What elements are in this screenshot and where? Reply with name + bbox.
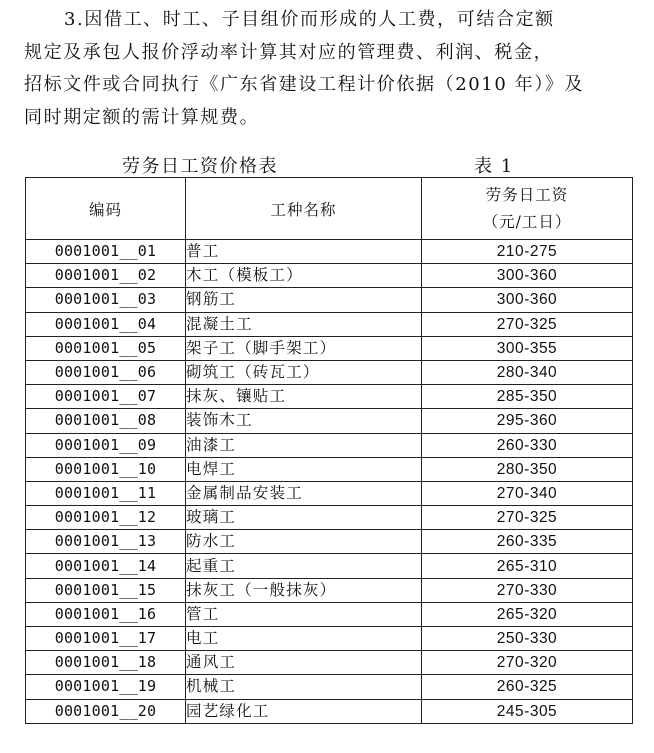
table-row [26, 433, 633, 457]
row-price-range: 245-305 [422, 699, 633, 723]
row-code: 0001001__12 [26, 506, 186, 530]
table-row [26, 336, 633, 360]
row-trade-name: 玻璃工 [186, 506, 422, 530]
row-trade-name: 普工 [186, 240, 422, 264]
row-code: 0001001__05 [26, 336, 186, 360]
row-trade-name: 砌筑工（砖瓦工） [186, 360, 422, 384]
paragraph-line: 3.因借工、时工、子目组价而形成的人工费，可结合定额 [64, 9, 555, 30]
row-code: 0001001__15 [26, 578, 186, 602]
table-row [26, 481, 633, 505]
row-trade-name: 园艺绿化工 [186, 699, 422, 723]
row-code: 0001001__04 [26, 312, 186, 336]
row-trade-name: 混凝土工 [186, 312, 422, 336]
wage-price-table [25, 177, 633, 724]
paragraph-line: 招标文件或合同执行《广东省建设工程计价依据（2010 年）》及 [24, 74, 585, 95]
row-code: 0001001__20 [26, 699, 186, 723]
row-price-range: 280-340 [422, 360, 633, 384]
row-price-range: 260-325 [422, 675, 633, 699]
row-code: 0001001__07 [26, 385, 186, 409]
header-daily-wage [422, 178, 633, 240]
table-row [26, 602, 633, 626]
row-trade-name: 抹灰、镶贴工 [186, 385, 422, 409]
table-row [26, 385, 633, 409]
row-price-range: 265-310 [422, 554, 633, 578]
row-code: 0001001__06 [26, 360, 186, 384]
row-trade-name: 抹灰工（一般抹灰） [186, 578, 422, 602]
table-row [26, 675, 633, 699]
row-trade-name: 管工 [186, 602, 422, 626]
row-trade-name: 金属制品安装工 [186, 481, 422, 505]
table-row [26, 578, 633, 602]
table-row [26, 457, 633, 481]
row-code: 0001001__09 [26, 433, 186, 457]
table-row [26, 288, 633, 312]
row-code: 0001001__16 [26, 602, 186, 626]
row-code: 0001001__19 [26, 675, 186, 699]
table-row [26, 312, 633, 336]
row-price-range: 265-320 [422, 602, 633, 626]
table-number: 表 1 [474, 156, 514, 177]
row-code: 0001001__03 [26, 288, 186, 312]
header-daily-wage-label: 劳务日工资 [485, 185, 569, 204]
row-price-range: 300-355 [422, 336, 633, 360]
row-trade-name: 架子工（脚手架工） [186, 336, 422, 360]
row-trade-name: 起重工 [186, 554, 422, 578]
row-code: 0001001__17 [26, 627, 186, 651]
row-price-range: 270-325 [422, 506, 633, 530]
row-price-range: 280-350 [422, 457, 633, 481]
table-row [26, 530, 633, 554]
row-code: 0001001__11 [26, 481, 186, 505]
table-row [26, 409, 633, 433]
table-row [26, 506, 633, 530]
table-row [26, 360, 633, 384]
row-trade-name: 通风工 [186, 651, 422, 675]
table-row [26, 554, 633, 578]
header-code: 编码 [26, 178, 186, 240]
row-code: 0001001__13 [26, 530, 186, 554]
row-code: 0001001__08 [26, 409, 186, 433]
header-trade-name: 工种名称 [186, 178, 422, 240]
table-row [26, 651, 633, 675]
row-trade-name: 装饰木工 [186, 409, 422, 433]
row-trade-name: 电工 [186, 627, 422, 651]
row-price-range: 270-325 [422, 312, 633, 336]
table-header-row [26, 178, 633, 240]
row-trade-name: 钢筋工 [186, 288, 422, 312]
row-code: 0001001__14 [26, 554, 186, 578]
row-price-range: 260-330 [422, 433, 633, 457]
table-title: 劳务日工资价格表 [122, 156, 278, 177]
paragraph-line: 规定及承包人报价浮动率计算其对应的管理费、利润、税金， [24, 41, 554, 63]
table-row [26, 264, 633, 288]
table-row [26, 240, 633, 264]
intro-paragraph [24, 4, 634, 134]
row-price-range: 300-360 [422, 288, 633, 312]
row-price-range: 210-275 [422, 240, 633, 264]
row-price-range: 260-335 [422, 530, 633, 554]
row-price-range: 285-350 [422, 385, 633, 409]
row-trade-name: 油漆工 [186, 433, 422, 457]
header-daily-wage-unit: （元/工日） [482, 212, 572, 231]
row-price-range: 300-360 [422, 264, 633, 288]
row-code: 0001001__01 [26, 240, 186, 264]
row-trade-name: 木工（模板工） [186, 264, 422, 288]
row-price-range: 295-360 [422, 409, 633, 433]
row-price-range: 270-330 [422, 578, 633, 602]
row-price-range: 270-340 [422, 481, 633, 505]
row-code: 0001001__02 [26, 264, 186, 288]
table-row [26, 627, 633, 651]
row-price-range: 270-320 [422, 651, 633, 675]
row-code: 0001001__10 [26, 457, 186, 481]
row-trade-name: 电焊工 [186, 457, 422, 481]
row-code: 0001001__18 [26, 651, 186, 675]
paragraph-line: 同时期定额的需计算规费。 [24, 106, 260, 128]
row-price-range: 250-330 [422, 627, 633, 651]
row-trade-name: 机械工 [186, 675, 422, 699]
row-trade-name: 防水工 [186, 530, 422, 554]
table-row [26, 699, 633, 723]
